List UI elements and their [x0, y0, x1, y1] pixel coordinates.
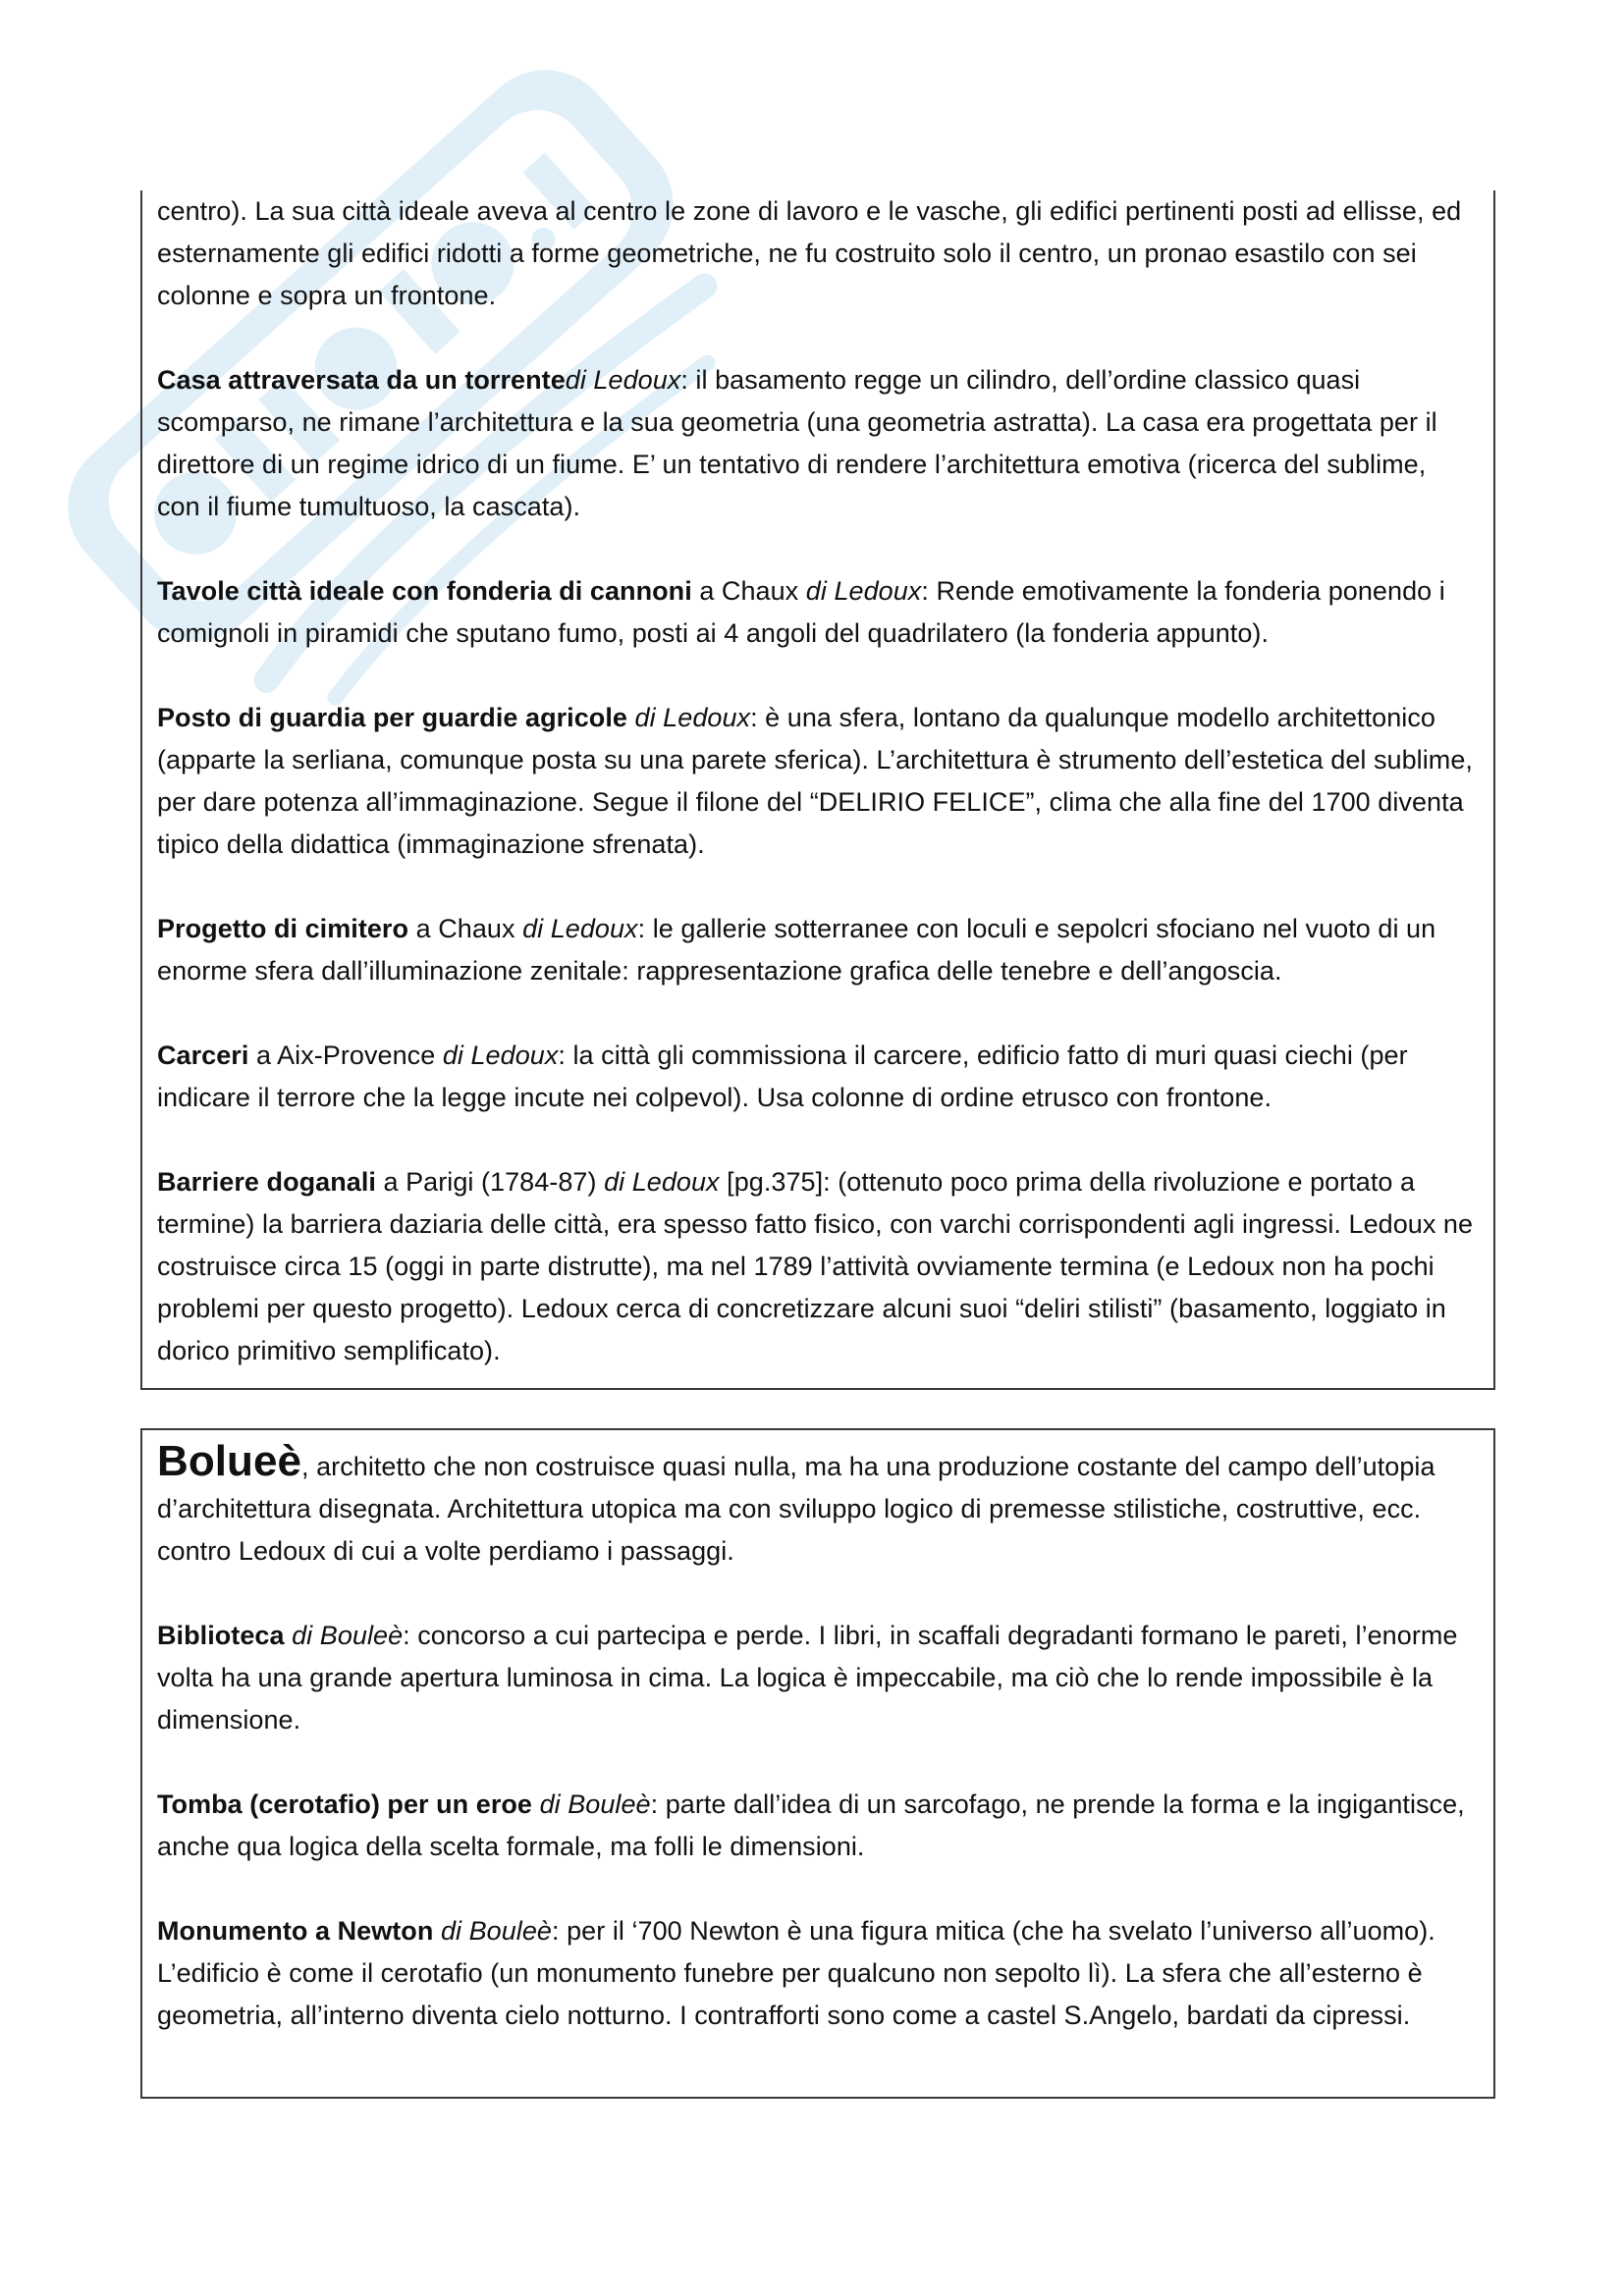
entry-place [532, 1789, 540, 1819]
entry-posto-guardia [157, 697, 1476, 866]
entry-text: : le gallerie sotterranee con loculi e sepolcri sfociano nel vuoto di un enorme sfera dall’illuminazione zenitale: rappresentazione grafica delle tenebre e dell’angoscia. [157, 914, 1436, 986]
ledoux-intro-continuation: centro). La sua città ideale aveva al centro le zone di lavoro e le vasche, gli edifici pertinenti posti ad ellisse, ed esternamente gli edifici ridotti a forme geometriche, ne fu costruito solo il centro, un pronao esastilo con sei colonne e sopra un frontone. [157, 196, 1462, 310]
entry-text: : il basamento regge un cilindro, dell’ordine classico quasi scomparso, ne rimane l’architettura e la sua geometria (una geometria astratta). La casa era progettata per il direttore di un regime idrico di un fiume. E’ un tentativo di rendere l’architettura emotiva (ricerca del sublime, con il fiume tumultuoso, la cascata). [157, 365, 1437, 521]
entry-place [433, 1916, 441, 1946]
entry-place [627, 703, 635, 732]
entry-place: a Chaux [408, 914, 523, 943]
entry-author: di Ledoux [805, 576, 922, 606]
entry-text: : per il ‘700 Newton è una figura mitica (che ha svelato l’universo all’uomo). L’edificio è come il cerotafio (un monumento funebre per qualcuno non sepolto lì). La sfera che all’esterno è geometria, all’interno diventa cielo notturno. I contrafforti sono come a castel S.Angelo, bardati da cipressi. [157, 1916, 1435, 2030]
entry-text: : concorso a cui partecipa e perde. I libri, in scaffali degradanti formano le pareti, l’enorme volta ha una grande apertura luminosa in cima. La logica è impeccabile, ma ciò che lo rende impossibile è la dimensione. [157, 1621, 1458, 1735]
entry-ref: [pg.375] [719, 1167, 824, 1197]
entry-casa-torrente [157, 359, 1476, 528]
entry-place [285, 1621, 293, 1650]
entry-text: : parte dall’idea di un sarcofago, ne prende la forma e la ingigantisce, anche qua logica della scelta formale, ma folli le dimensioni. [157, 1789, 1465, 1861]
entry-title: Tavole città ideale con fonderia di cannoni [157, 576, 692, 606]
entry-author: di Ledoux [522, 914, 638, 943]
entry-cimitero [157, 908, 1476, 992]
entry-place: a Aix-Provence [248, 1041, 443, 1070]
entry-title: Casa attraversata da un torrente [157, 365, 566, 395]
entry-carceri [157, 1035, 1476, 1119]
entry-tomba-eroe [157, 1784, 1476, 1868]
ledoux-section-box [140, 190, 1495, 1390]
boullee-name-heading: Bolueè [157, 1437, 301, 1485]
entry-author: di Ledoux [604, 1167, 720, 1197]
boullee-intro [157, 1437, 1476, 1573]
entry-text: : (ottenuto poco prima della rivoluzione e portato a termine) la barriera daziaria delle città, era spesso fatto fisico, con varchi corrispondenti agli ingressi. Ledoux ne costruisce circa 15 (oggi in parte distrutte), ma nel 1789 l’attività ovviamente termina (e Ledoux non ha pochi problemi per questo progetto). Ledoux cerca di concretizzare alcuni suoi “deliri stilisti” (basamento, loggiato in dorico primitivo semplificato). [157, 1167, 1474, 1365]
entry-text: : Rende emotivamente la fonderia ponendo i comignoli in piramidi che sputano fumo, posti ai 4 angoli del quadrilatero (la fonderia appunto). [157, 576, 1445, 648]
boullee-intro-text: , architetto che non costruisce quasi nulla, ma ha una produzione costante del campo dell’utopia d’architettura disegnata. Architettura utopica ma con sviluppo logico di premesse stilistiche, costruttive, ecc. contro Ledoux di cui a volte perdiamo i passaggi. [157, 1452, 1435, 1566]
entry-barriere-doganali [157, 1161, 1476, 1372]
entry-title: Progetto di cimitero [157, 914, 409, 943]
entry-author: di Bouleè [292, 1621, 404, 1650]
entry-monumento-newton [157, 1910, 1476, 2037]
entry-title: Tomba (cerotafio) per un eroe [157, 1789, 532, 1819]
entry-biblioteca [157, 1615, 1476, 1741]
entry-title: Biblioteca [157, 1621, 285, 1650]
entry-title: Carceri [157, 1041, 249, 1070]
boullee-section-box [140, 1428, 1495, 2099]
entry-text: : la città gli commissiona il carcere, edificio fatto di muri quasi ciechi (per indicare il terrore che la legge incute nei colpevol). Usa colonne di ordine etrusco con frontone. [157, 1041, 1408, 1112]
entry-place: a Chaux [691, 576, 806, 606]
entry-title: Monumento a Newton [157, 1916, 434, 1946]
entry-author: di Ledoux [634, 703, 751, 732]
entry-author: di Bouleè [539, 1789, 651, 1819]
entry-author: di Ledoux [442, 1041, 559, 1070]
entry-place: a Parigi (1784-87) [375, 1167, 605, 1197]
entry-title: Posto di guardia per guardie agricole [157, 703, 627, 732]
entry-author: di Bouleè [440, 1916, 552, 1946]
entry-title: Barriere doganali [157, 1167, 376, 1197]
entry-author: di Ledoux [565, 365, 681, 395]
entry-text: : è una sfera, lontano da qualunque modello architettonico (apparte la serliana, comunque posta su una parete sferica). L’architettura è strumento dell’estetica del sublime, per dare potenza all’immaginazione. Segue il filone del “DELIRIO FELICE”, clima che alla fine del 1700 diventa tipico della didattica (immaginazione sfrenata). [157, 703, 1473, 859]
entry-fonderia-cannoni [157, 570, 1476, 655]
